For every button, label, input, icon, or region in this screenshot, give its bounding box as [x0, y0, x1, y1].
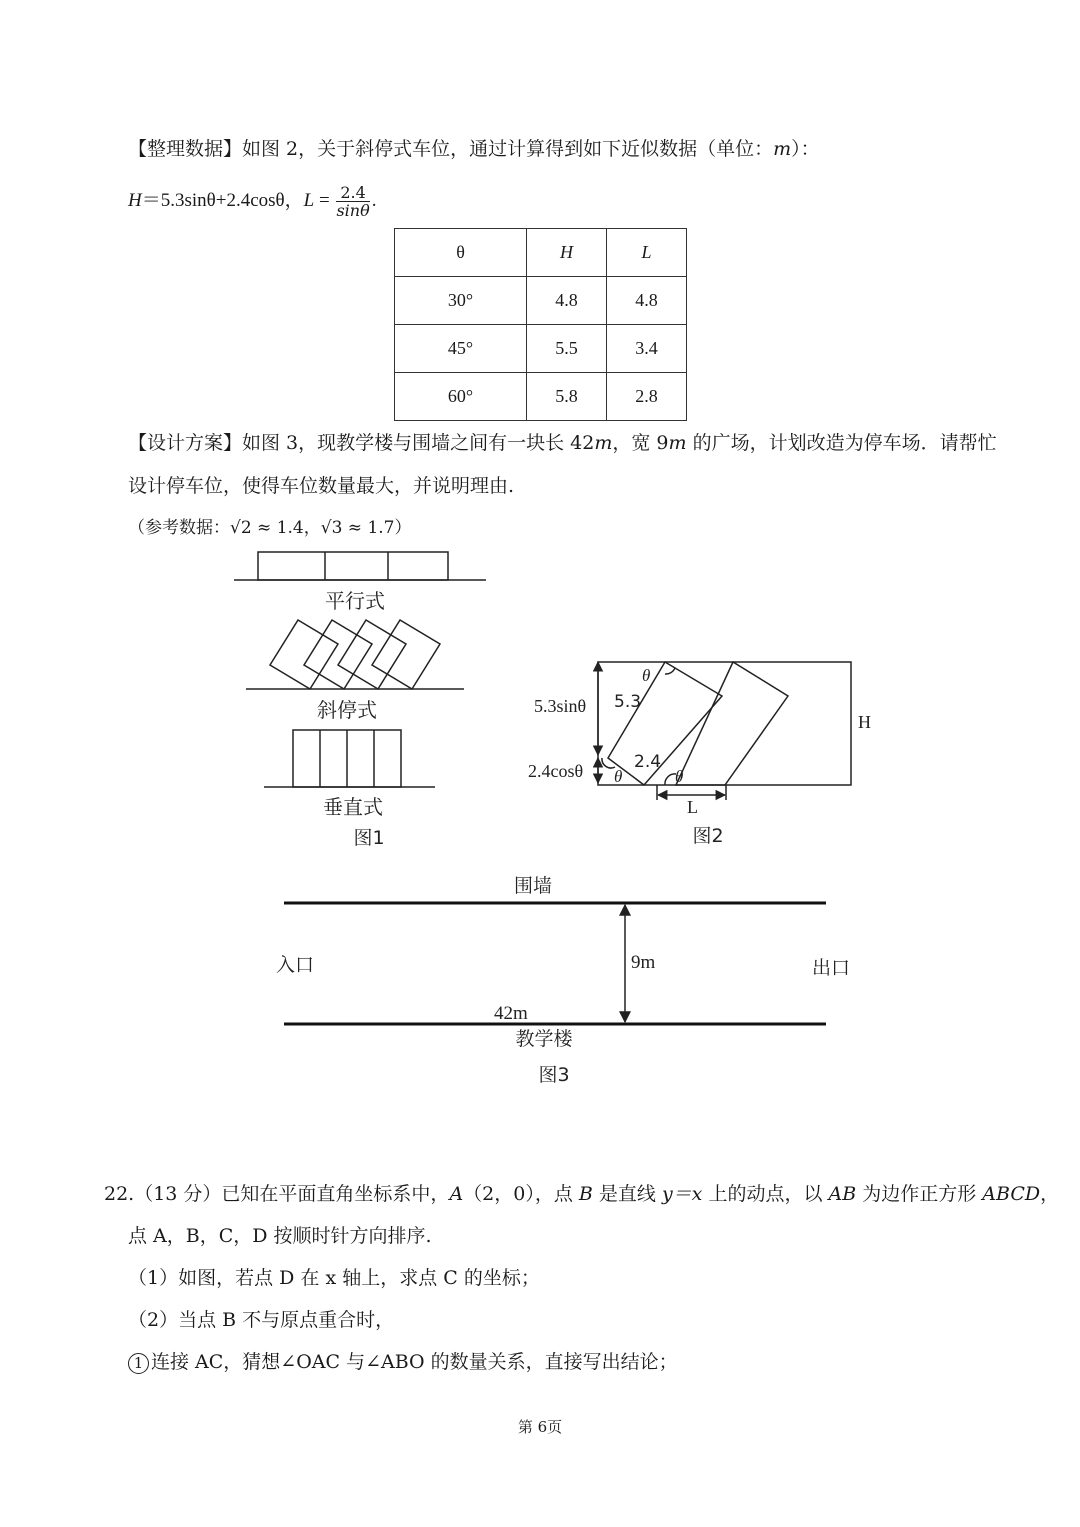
formula-denominator: sinθ — [336, 201, 370, 220]
table-header-row — [395, 229, 687, 277]
table-cell: 5.8 — [527, 373, 607, 421]
fig2-parking-space-2 — [676, 662, 788, 785]
fig1-vertical-label: 垂直式 — [323, 795, 383, 819]
reference-sep: ， — [303, 518, 321, 538]
fig2-geometry — [598, 662, 851, 800]
formula-l-var: L — [303, 189, 315, 211]
q22-part-1: （1）如图，若点 D 在 x 轴上，求点 C 的坐标； — [128, 1267, 540, 1289]
reference-line — [128, 516, 412, 540]
fig2-angle-arc-top — [665, 668, 675, 674]
q22-text-b: （2，0），点 — [463, 1183, 579, 1205]
q22-subpart-1 — [128, 1349, 678, 1375]
q22-text-d: 上的动点，以 — [702, 1183, 829, 1205]
fig1-caption: 图1 — [353, 827, 385, 849]
fig2-label-2-4-cos: 2.4cosθ — [528, 761, 584, 781]
figure-1 — [220, 540, 500, 860]
fig3-entrance-label: 入口 — [276, 954, 315, 976]
design-text-b: ，宽 9 — [612, 432, 669, 454]
vertical-parking-diagram — [264, 730, 435, 787]
oblique-parking-diagram — [246, 620, 464, 689]
fig1-oblique-label: 斜停式 — [317, 698, 377, 722]
formula-l-eq: = — [314, 189, 335, 211]
design-text-c: 的广场，计划改造为停车场．请帮忙 — [686, 432, 997, 454]
table-cell: 4.8 — [607, 277, 687, 325]
q22-line-2: 点 A，B，C，D 按顺时针方向排序. — [128, 1225, 432, 1247]
fig2-label-l: L — [687, 797, 698, 817]
q22-equation: y＝x — [661, 1183, 703, 1205]
q22-text-f: ， — [1040, 1183, 1060, 1205]
formula-h-var: H — [128, 189, 142, 211]
organize-text: 【整理数据】如图 2，关于斜停式车位，通过计算得到如下近似数据（单位： — [128, 138, 774, 160]
fig3-length-label: 42m — [494, 1003, 528, 1024]
fig2-theta-top: θ — [642, 666, 651, 685]
table-cell: 30° — [395, 277, 527, 325]
formula-h-expr: ＝5.3sinθ+2.4cosθ， — [141, 189, 304, 211]
formula-fraction — [336, 184, 369, 219]
table-cell: 4.8 — [527, 277, 607, 325]
organize-unit: m — [773, 138, 792, 160]
formula-numerator: 2.4 — [336, 184, 369, 202]
q22-point-b: B — [578, 1183, 593, 1205]
fig2-label-2-4: 2.4 — [634, 752, 662, 772]
design-text-a: 【设计方案】如图 3，现教学楼与围墙之间有一块长 42 — [128, 432, 595, 454]
table-cell: 2.8 — [607, 373, 687, 421]
table-cell: 3.4 — [607, 325, 687, 373]
fig2-theta-right: θ — [675, 767, 684, 786]
table-cell: 60° — [395, 373, 527, 421]
table-row — [395, 373, 687, 421]
q22-text-a: 22.（13 分）已知在平面直角坐标系中， — [104, 1183, 450, 1205]
fig1-parallel-label: 平行式 — [325, 589, 385, 613]
table-header-l: L — [607, 229, 687, 277]
design-line-1 — [128, 430, 997, 456]
fig2-label-h: H — [858, 712, 871, 732]
table-row — [395, 325, 687, 373]
reference-suffix: ） — [394, 518, 412, 538]
fig2-theta-left: θ — [614, 767, 623, 786]
reference-sqrt3: √3 ≈ 1.7 — [320, 518, 395, 538]
table-row — [395, 277, 687, 325]
figure-2 — [520, 650, 880, 850]
fig3-width-label: 9m — [631, 952, 656, 973]
table-header-h: H — [527, 229, 607, 277]
design-unit-2: m — [668, 432, 687, 454]
fig3-wall-label: 围墙 — [513, 875, 553, 897]
fig3-building-label: 教学楼 — [515, 1028, 573, 1050]
table-cell: 5.5 — [527, 325, 607, 373]
q22-segment-ab: AB — [828, 1183, 857, 1205]
q22-text-e: 为边作正方形 — [856, 1183, 983, 1205]
design-line-2: 设计停车位，使得车位数量最大，并说明理由. — [128, 475, 515, 497]
fig3-exit-label: 出口 — [812, 957, 851, 979]
formula-line — [128, 184, 376, 219]
q22-part-2: （2）当点 B 不与原点重合时， — [128, 1309, 395, 1331]
parallel-parking-diagram — [234, 552, 486, 580]
table-cell: 45° — [395, 325, 527, 373]
reference-prefix: （参考数据： — [128, 518, 230, 538]
page-number: 第 6页 — [517, 1418, 563, 1436]
q22-subpart-1-text: 连接 AC，猜想∠OAC 与∠ABO 的数量关系，直接写出结论； — [151, 1351, 678, 1373]
table-header-theta: θ — [395, 229, 527, 277]
fig3-caption: 图3 — [538, 1064, 570, 1086]
q22-square-abcd: ABCD — [982, 1183, 1041, 1205]
q22-text-c: 是直线 — [592, 1183, 662, 1205]
organize-end: ）： — [791, 138, 820, 160]
q22-line-1 — [104, 1181, 1059, 1207]
data-table — [394, 228, 687, 421]
q22-point-a: A — [449, 1183, 464, 1205]
fig2-label-5-3: 5.3 — [614, 692, 642, 712]
fig2-caption: 图2 — [692, 825, 724, 847]
fig2-label-5-3-sin: 5.3sinθ — [534, 696, 587, 716]
organize-line — [128, 136, 820, 162]
circled-number-1: 1 — [128, 1353, 149, 1374]
design-unit-1: m — [594, 432, 613, 454]
figure-3 — [260, 870, 860, 1090]
formula-end: . — [371, 189, 377, 211]
reference-sqrt2: √2 ≈ 1.4 — [230, 518, 304, 538]
